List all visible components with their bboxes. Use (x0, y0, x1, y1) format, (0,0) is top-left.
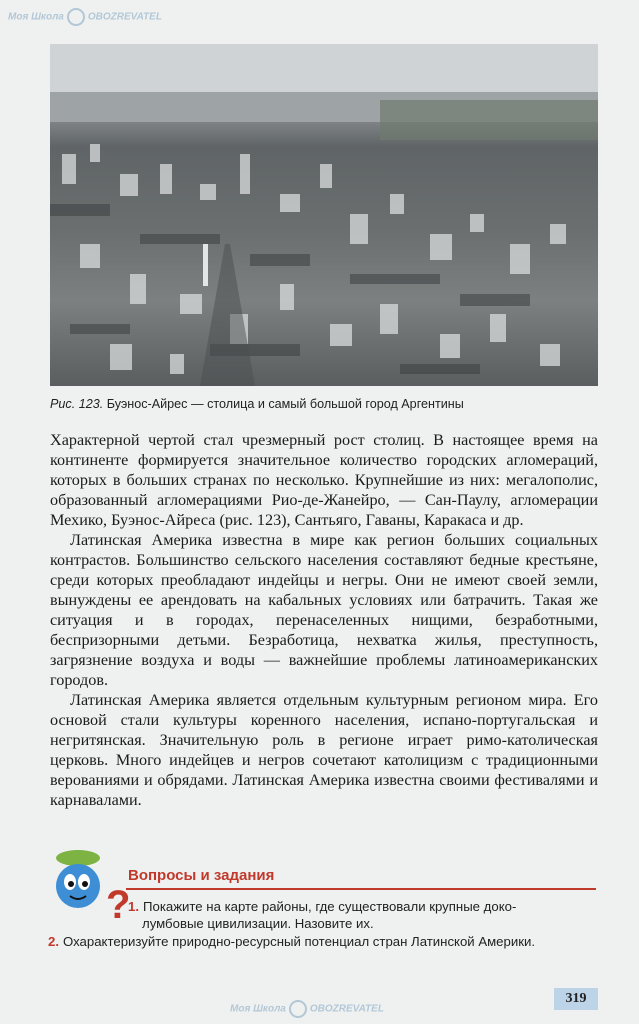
caption-prefix: Рис. 123. (50, 397, 104, 411)
watermark (230, 1000, 384, 1018)
watermark-left: Моя Школа (8, 11, 64, 23)
question-number: 1. (128, 899, 139, 914)
buenos-aires-photo (50, 44, 598, 386)
questions-title: Вопросы и задания (128, 867, 275, 884)
watermark-right: OBOZREVATEL (309, 1003, 384, 1015)
question-item (48, 898, 608, 932)
watermark-logo-icon (289, 1000, 307, 1018)
questions-header (126, 866, 596, 890)
question-number: 2. (48, 934, 59, 949)
body-text (50, 430, 598, 810)
watermark-logo-icon (67, 8, 85, 26)
paragraph: Характерной чертой стал чрезмерный рост столиц. В настоящее время на континенте формируется значительное количество городских агломераций, которых в больших странах по несколько. Крупнейшие из них: мегалополис, образованный агломерациями Рио-де-Жанейро, — Сан-Паулу, агломерации Мехико, Буэнос-Айреса (рис. 123), Сантьяго, Гаваны, Каракаса и др. (50, 431, 598, 529)
caption-text: Буэнос-Айрес — столица и самый большой город Аргентины (106, 397, 464, 411)
page-number: 319 (554, 988, 598, 1010)
paragraph: Латинская Америка является отдельным культурным регионом мира. Его основой стали культуры коренного населения, испано-португальская и негритянская. Значительную роль в регионе играет римо-католическая церковь. Много индейцев и негров сочетают католицизм с традиционными верованиями и обрядами. Латинская Америка известна своими фестивалями и карнавалами. (50, 691, 598, 809)
questions-list (48, 898, 608, 950)
question-text: Покажите на карте районы, где существовали крупные доко- (143, 899, 517, 914)
question-item (48, 933, 608, 950)
paragraph: Латинская Америка известна в мире как регион больших социальных контрастов. Большинство сельского населения составляют бедные крестьяне, среди которых преобладают индейцы и негры. Они не имеют своей земли, вынуждены ее арендовать на кабальных условиях или батрачить. Такая же ситуация и в городах, перенаселенных нищими, безработными, беспризорными детьми. Безработица, нехватка жилья, преступность, загрязнение воздуха и воды — важнейшие проблемы латиноамериканских городов. (50, 531, 598, 689)
city-aerial-image (50, 44, 598, 386)
question-text: Охарактеризуйте природно-ресурсный потенциал стран Латинской Америки. (63, 934, 536, 949)
watermark-left: Моя Школа (230, 1003, 286, 1015)
question-text-continued: лумбовые цивилизации. Назовите их. (142, 916, 374, 931)
watermark-right: OBOZREVATEL (87, 11, 162, 23)
svg-text:?: ? (106, 883, 130, 922)
watermark (8, 8, 162, 26)
figure-caption (50, 397, 610, 411)
